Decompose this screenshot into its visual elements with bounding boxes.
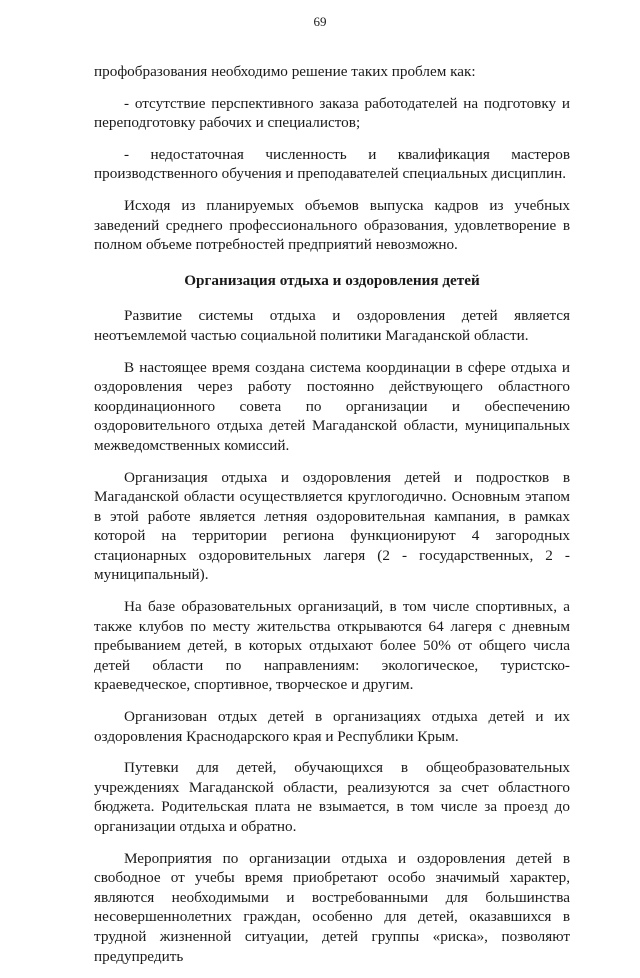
bullet-item: - недостаточная численность и квалификация мастеров производственного обучения и преподавателей специальных дисциплин.	[94, 145, 570, 183]
paragraph: В настоящее время создана система координации в сфере отдыха и оздоровления через работу постоянно действующего областного координационного совета по организации и обеспечению оздоровительного отдыха детей Магаданской области, муниципальных межведомственных комиссий.	[94, 358, 570, 454]
paragraph: Исходя из планируемых объемов выпуска кадров из учебных заведений среднего профессионального образования, удовлетворение в полном объеме потребностей предприятий невозможно.	[94, 196, 570, 254]
document-body	[94, 62, 570, 978]
page-number: 69	[313, 14, 327, 29]
paragraph: Организация отдыха и оздоровления детей и подростков в Магаданской области осуществляется круглогодично. Основным этапом в этой работе является летняя оздоровительная кампания, в рамках которой на территории региона функционируют 4 загородных стационарных оздоровительных лагеря (2 - государственных, 2 - муниципальный).	[94, 468, 570, 584]
paragraph: На базе образовательных организаций, в том числе спортивных, а также клубов по месту жительства открываются 64 лагеря с дневным пребыванием детей, в которых отдыхают более 50% от общего числа детей области по направлениям: экологическое, туристско-краеведческое, спортивное, творческое и другим.	[94, 598, 570, 694]
paragraph: Развитие системы отдыха и оздоровления детей является неотъемлемой частью социальной политики Магаданской области.	[94, 307, 570, 344]
paragraph: Мероприятия по организации отдыха и оздоровления детей в свободное от учебы время приобретают особо значимый характер, являются необходимыми и востребованными для большинства несовершеннолетних граждан, особенно для детей, оказавшихся в трудной жизненной ситуации, детей группы «риска», позволяют предупредить	[94, 849, 570, 965]
bullet-item: - отсутствие перспективного заказа работодателей на подготовку и переподготовку рабочих и специалистов;	[94, 94, 570, 132]
paragraph: Путевки для детей, обучающихся в общеобразовательных учреждениях Магаданской области, реализуются за счет областного бюджета. Родительская плата не взымается, в том числе за проезд до организации отдыха и обратно.	[94, 759, 570, 835]
paragraph: Организован отдых детей в организациях отдыха детей и их оздоровления Краснодарского края и Республики Крым.	[94, 708, 570, 745]
section-heading: Организация отдыха и оздоровления детей	[184, 271, 480, 289]
intro-text: профобразования необходимо решение таких проблем как:	[94, 63, 476, 80]
